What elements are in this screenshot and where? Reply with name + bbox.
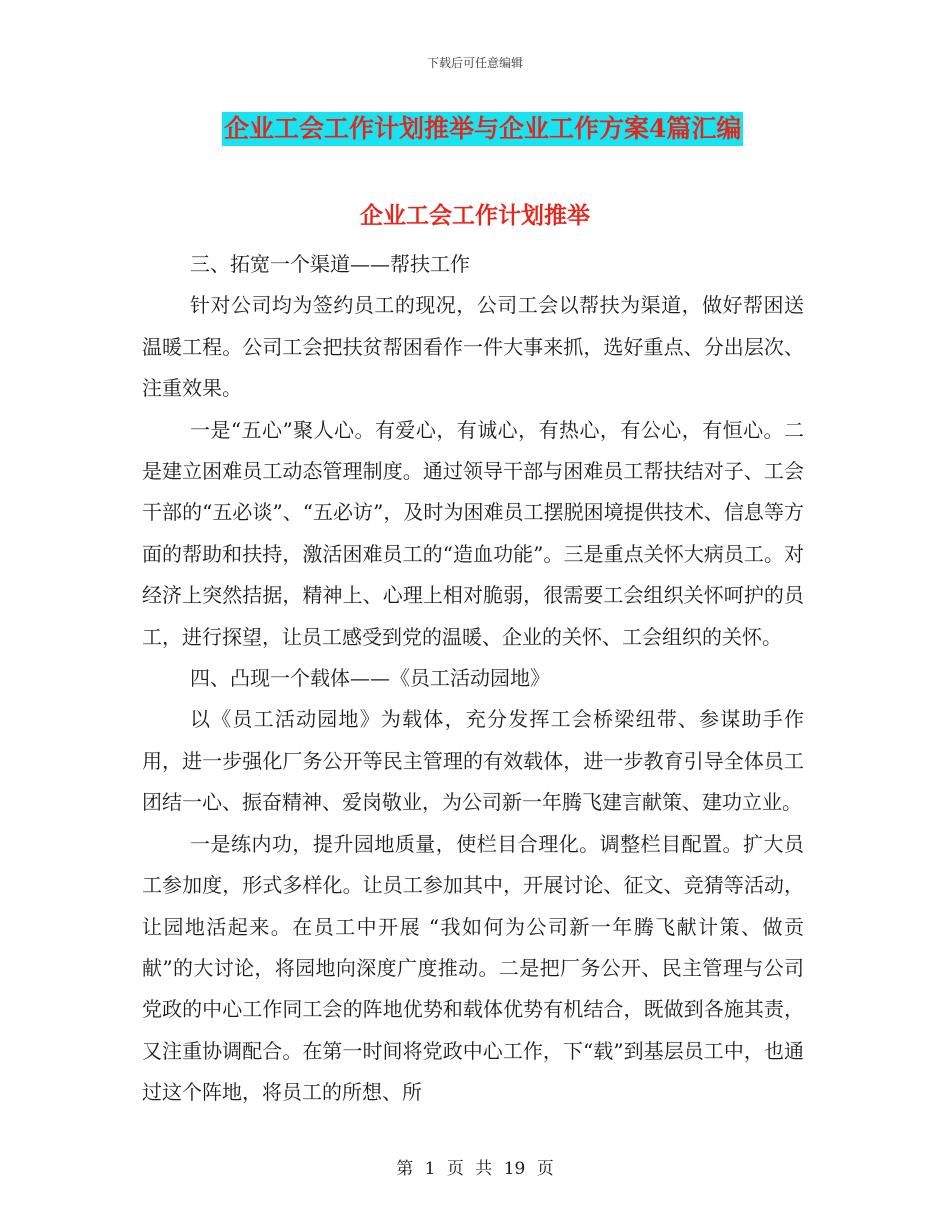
paragraph: 以《员工活动园地》为载体，充分发挥工会桥梁纽带、参谋助手作用，进一步强化厂务公开等民主管理的有效载体，进一步教育引导全体员工团结一心、振奋精神、爱岗敬业，为公司新一年腾飞建言献策、建功立业。	[142, 707, 804, 815]
header-note: 下载后可任意编辑	[426, 56, 523, 70]
body-text	[142, 244, 804, 1114]
paragraph: 针对公司均为签约员工的现况，公司工会以帮扶为渠道，做好帮困送温暖工程。公司工会把扶贫帮困看作一件大事来抓，选好重点、分出层次、注重效果。	[142, 293, 804, 401]
paragraph: 一是练内功，提升园地质量，使栏目合理化。调整栏目配置。扩大员工参加度，形式多样化。让员工参加其中，开展讨论、征文、竞猜等活动，让园地活起来。在员工中开展 “我如何为公司新一年腾飞献计策、做贡献”的大讨论，将园地向深度广度推动。二是把厂务公开、民主管理与公司党政的中心工作同工会的阵地优势和载体优势有机结合，既做到各施其责，又注重协调配合。在第一时间将党政中心工作，下“载”到基层员工中，也通过这个阵地，将员工的所想、所	[142, 831, 804, 1105]
page-number-footer: 第 1 页 共 19 页	[396, 1159, 554, 1179]
paragraph-heading-3: 三、拓宽一个渠道——帮扶工作	[190, 252, 470, 276]
document-title: 企业工会工作计划推举与企业工作方案4篇汇编	[222, 112, 743, 146]
section-title: 企业工会工作计划推举	[360, 202, 590, 229]
paragraph: 一是“五心”聚人心。有爱心，有诚心，有热心，有公心，有恒心。二是建立困难员工动态管理制度。通过领导干部与困难员工帮扶结对子、工会干部的“五必谈”、“五必访”，及时为困难员工摆脱困境提供技术、信息等方面的帮助和扶持，激活困难员工的“造血功能”。三是重点关怀大病员工。对经济上突然拮据，精神上、心理上相对脆弱，很需要工会组织关怀呵护的员工，进行探望，让员工感受到党的温暖、企业的关怀、工会组织的关怀。	[142, 417, 804, 649]
paragraph-heading-4: 四、凸现一个载体——《员工活动园地》	[190, 666, 550, 691]
